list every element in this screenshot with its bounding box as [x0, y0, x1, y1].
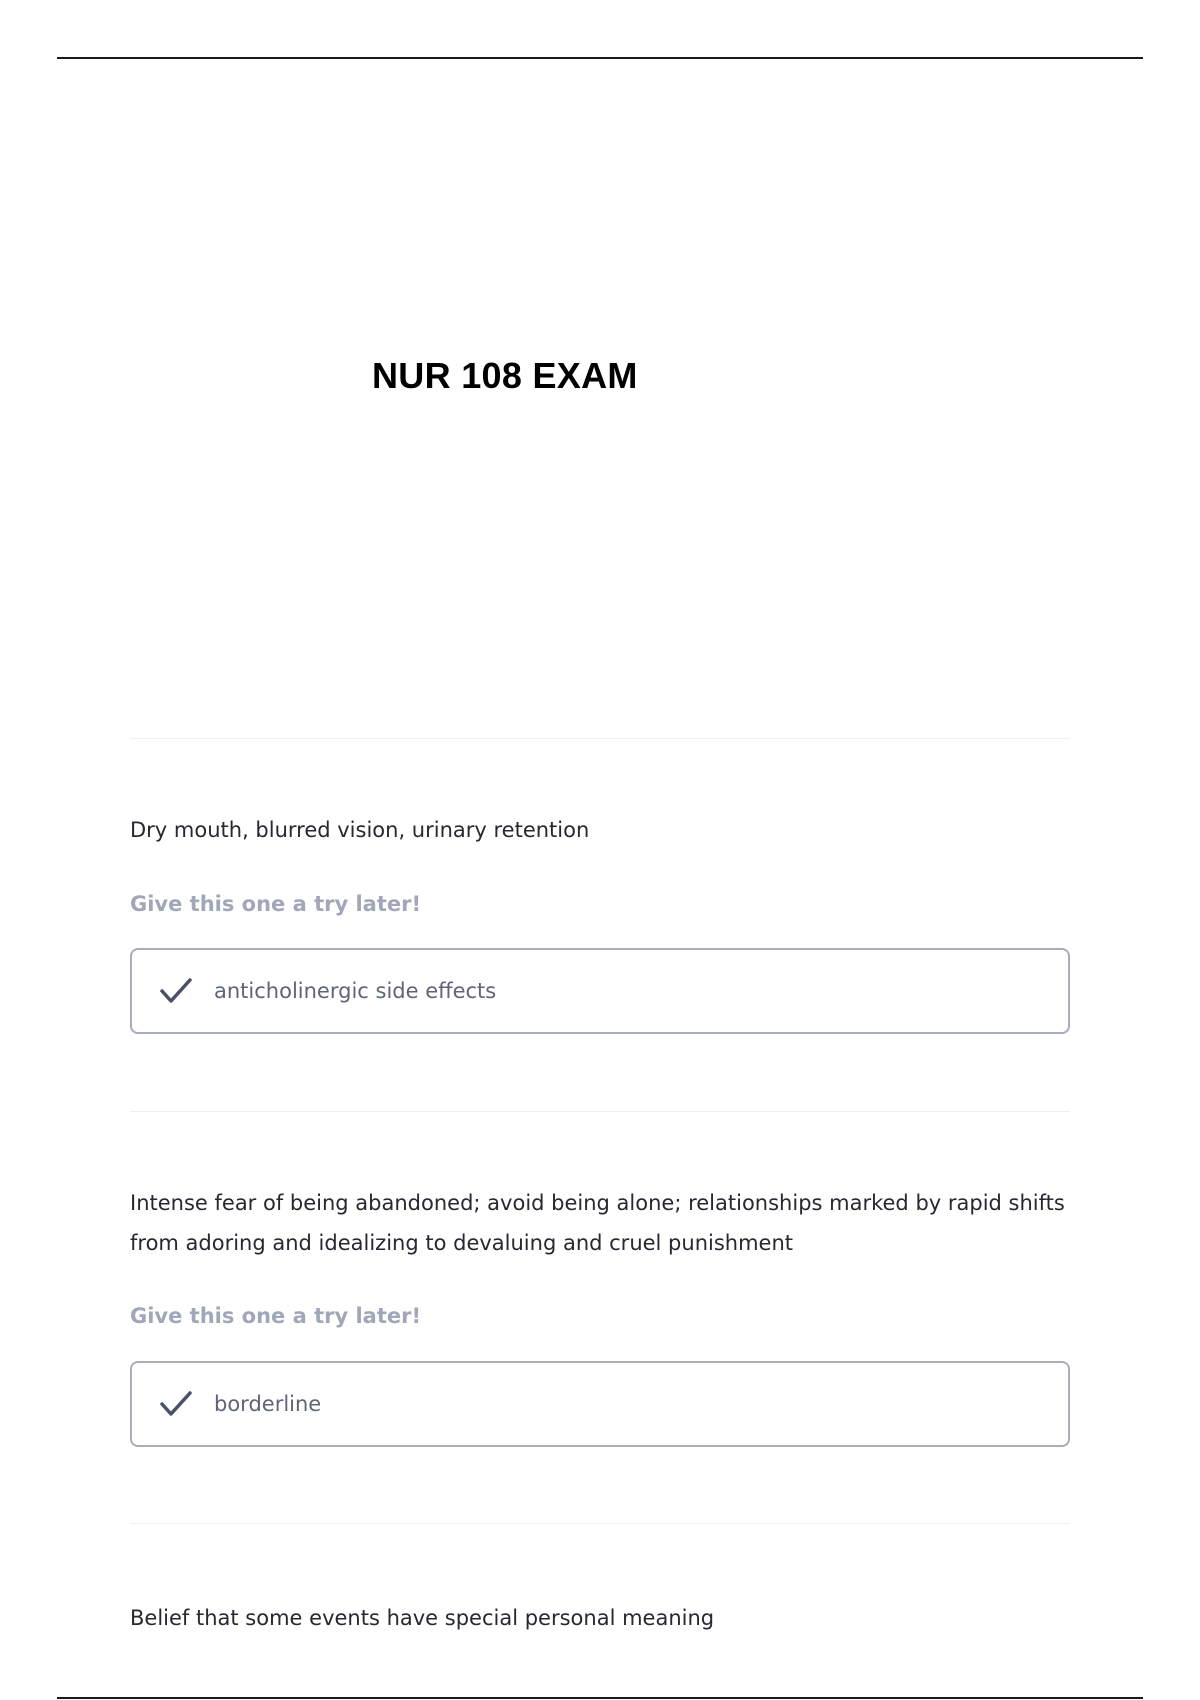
- answer-option[interactable]: [130, 948, 1070, 1034]
- card-divider: [130, 1111, 1070, 1112]
- check-icon: [158, 1386, 194, 1422]
- try-later-hint: Give this one a try later!: [130, 1304, 422, 1328]
- answer-text: borderline: [214, 1392, 322, 1416]
- answer-text: anticholinergic side effects: [214, 979, 497, 1003]
- check-icon: [158, 973, 194, 1009]
- document-title: NUR 108 EXAM: [372, 355, 638, 396]
- card-term: Intense fear of being abandoned; avoid being alone; relationships marked by rapid shifts from adoring and idealizing to devaluing and cruel punishment: [130, 1191, 1065, 1255]
- card-term: Belief that some events have special personal meaning: [130, 1606, 715, 1630]
- card-term: Dry mouth, blurred vision, urinary retention: [130, 818, 590, 842]
- answer-option[interactable]: [130, 1361, 1070, 1447]
- card-divider: [130, 738, 1070, 739]
- page-bottom-rule: [57, 1697, 1143, 1699]
- try-later-hint: Give this one a try later!: [130, 892, 422, 916]
- card-divider: [130, 1523, 1070, 1524]
- page-top-rule: [57, 57, 1143, 59]
